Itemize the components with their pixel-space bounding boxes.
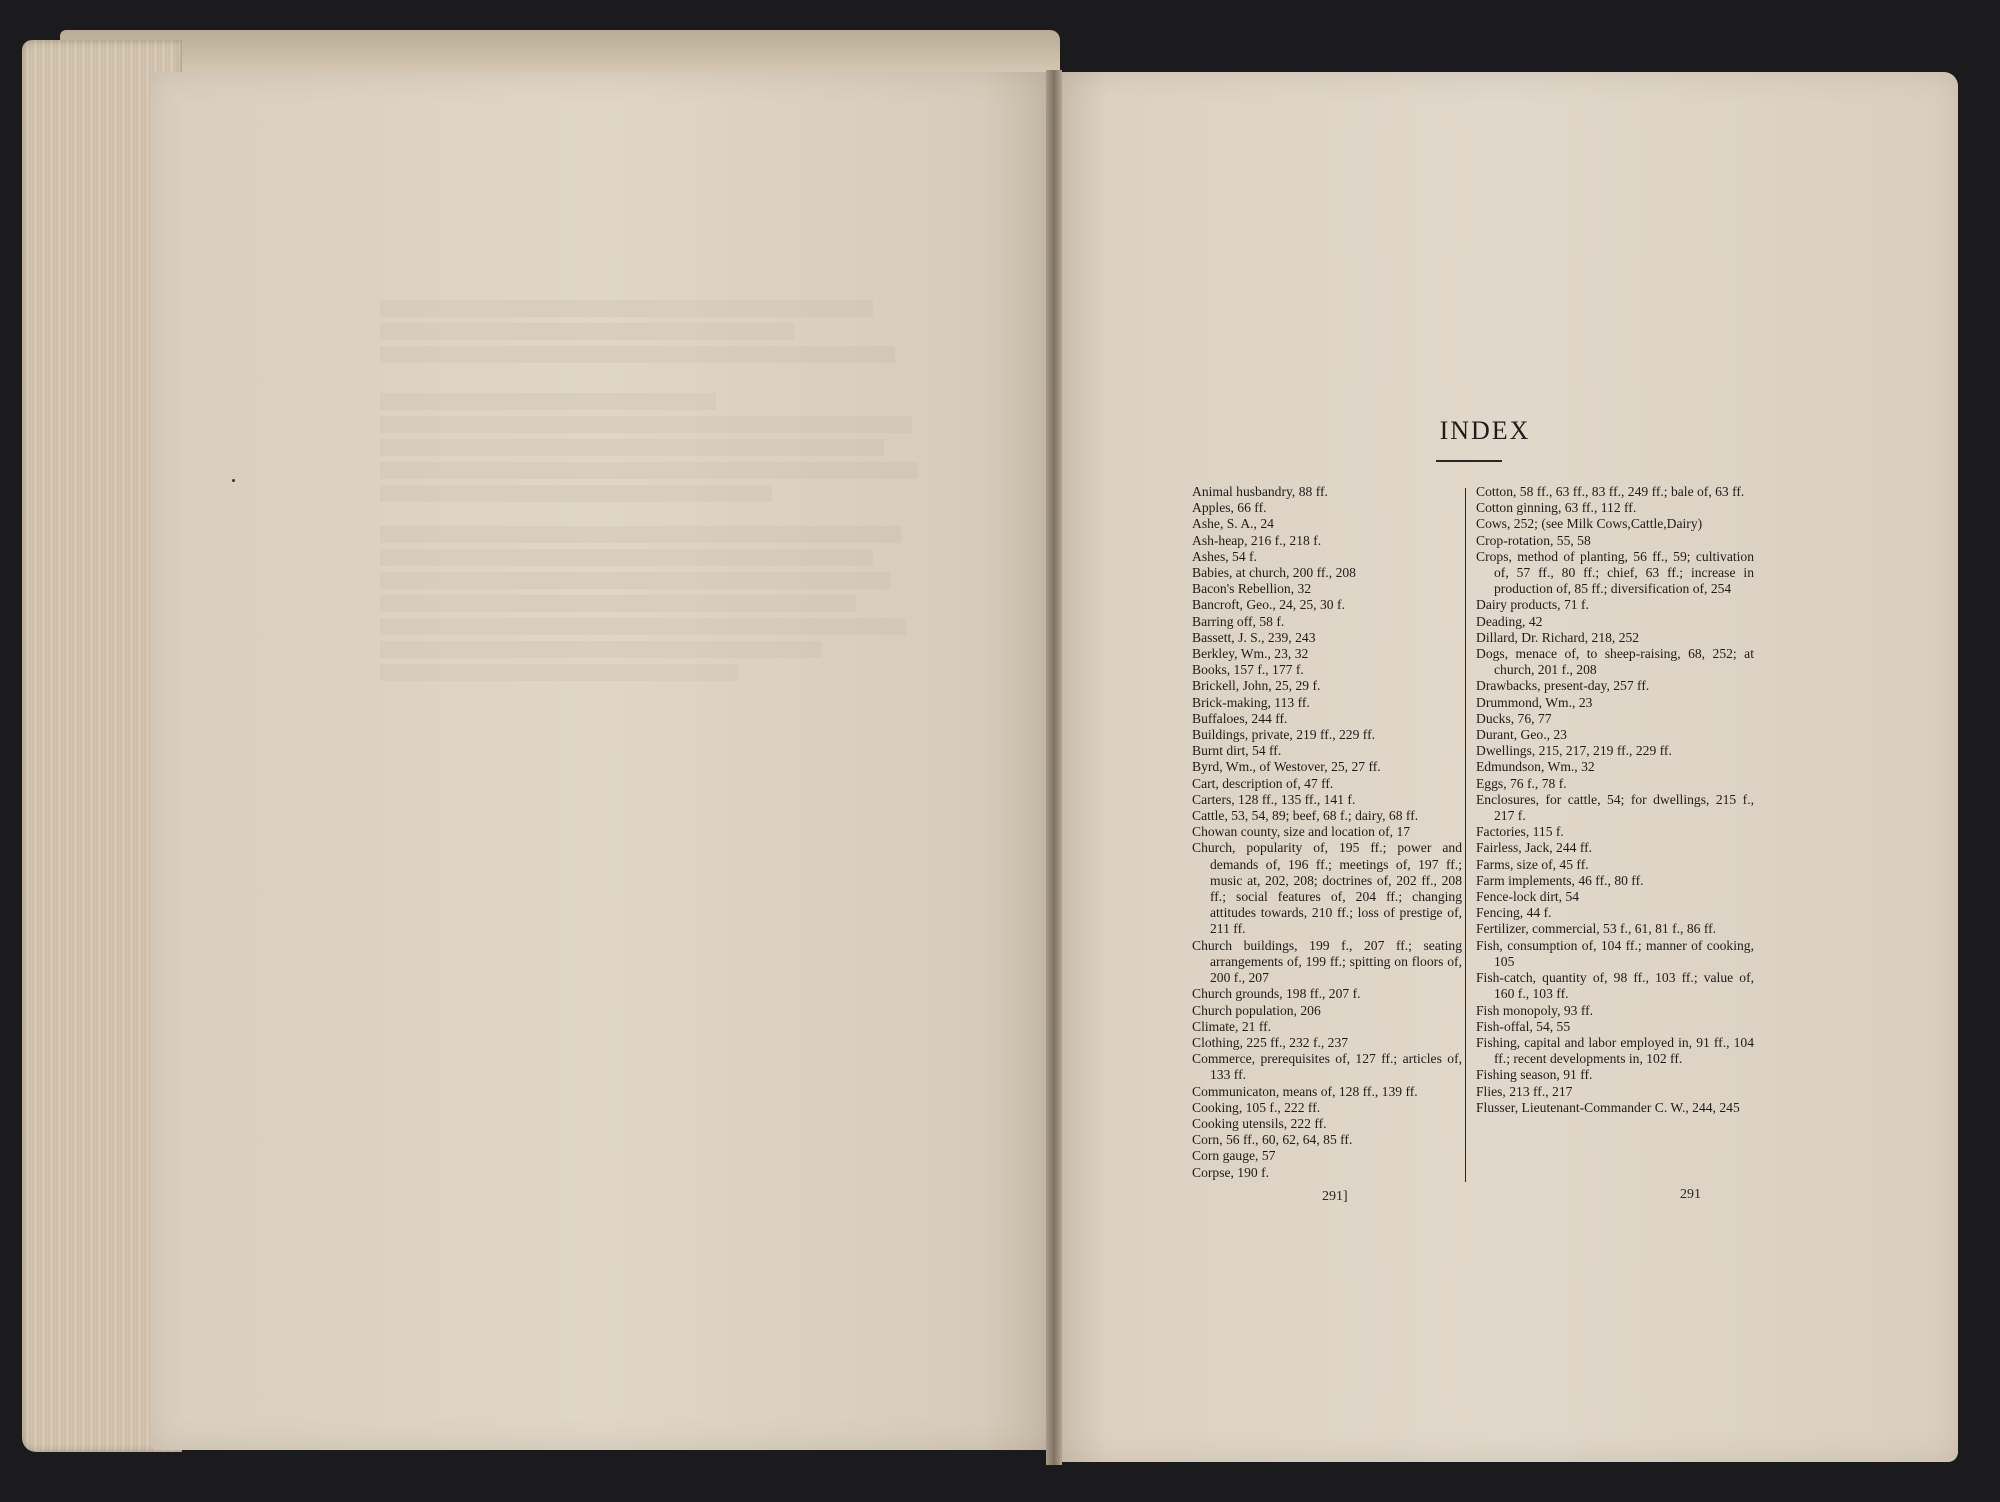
index-entry: Dwellings, 215, 217, 219 ff., 229 ff. xyxy=(1476,743,1672,759)
index-entry: Apples, 66 ff. xyxy=(1192,500,1267,516)
index-entry: Buildings, private, 219 ff., 229 ff. xyxy=(1192,727,1375,743)
index-entry: Fencing, 44 f. xyxy=(1476,905,1552,921)
index-entry: Ducks, 76, 77 xyxy=(1476,710,1552,726)
index-entry: Enclosures, for cattle, 54; for dwellings, 215 f., 217 f. xyxy=(1476,791,1754,824)
index-entry: Fishing, capital and labor employed in, 91 ff., 104 ff.; recent developments in, 102 ff. xyxy=(1476,1034,1754,1067)
index-entry: Edmundson, Wm., 32 xyxy=(1476,759,1595,775)
index-entry: Cooking, 105 f., 222 ff. xyxy=(1192,1099,1321,1115)
index-entry: Dillard, Dr. Richard, 218, 252 xyxy=(1476,629,1640,645)
index-entry: Church population, 206 xyxy=(1192,1002,1321,1018)
index-column-right xyxy=(1476,484,1754,1116)
index-entry: Bassett, J. S., 239, 243 xyxy=(1192,629,1316,645)
index-entry: Eggs, 76 f., 78 f. xyxy=(1476,775,1567,791)
index-entry: Books, 157 f., 177 f. xyxy=(1192,662,1304,678)
index-entry: Carters, 128 ff., 135 ff., 141 f. xyxy=(1192,791,1356,807)
index-entry: Ash-heap, 216 f., 218 f. xyxy=(1192,532,1322,548)
bleed-through-text xyxy=(380,300,940,687)
column-divider xyxy=(1465,488,1466,1182)
page-number-left: 291] xyxy=(1322,1189,1348,1204)
index-entry: Flusser, Lieutenant-Commander C. W., 244, 245 xyxy=(1476,1099,1740,1115)
index-entry: Clothing, 225 ff., 232 f., 237 xyxy=(1192,1034,1349,1050)
index-entry: Barring off, 58 f. xyxy=(1192,613,1285,629)
left-page xyxy=(150,72,1054,1450)
page-stack-top-edge xyxy=(60,30,1060,76)
index-entry: Bancroft, Geo., 24, 25, 30 f. xyxy=(1192,597,1345,613)
index-entry: Church grounds, 198 ff., 207 f. xyxy=(1192,986,1361,1002)
index-entry: Cotton ginning, 63 ff., 112 ff. xyxy=(1476,500,1637,516)
index-entry: Cooking utensils, 222 ff. xyxy=(1192,1115,1327,1131)
index-entry: Dairy products, 71 f. xyxy=(1476,597,1589,613)
index-entry: Communicaton, means of, 128 ff., 139 ff. xyxy=(1192,1083,1418,1099)
index-entry: Flies, 213 ff., 217 xyxy=(1476,1083,1573,1099)
index-entry: Ashe, S. A., 24 xyxy=(1192,516,1274,532)
index-entry: Babies, at church, 200 ff., 208 xyxy=(1192,565,1356,581)
index-entry: Farm implements, 46 ff., 80 ff. xyxy=(1476,872,1644,888)
index-entry: Cart, description of, 47 ff. xyxy=(1192,775,1334,791)
index-entry: Animal husbandry, 88 ff. xyxy=(1192,484,1328,499)
index-entry: Chowan county, size and location of, 17 xyxy=(1192,824,1411,840)
index-entry: Corn gauge, 57 xyxy=(1192,1148,1276,1164)
index-entry: Bacon's Rebellion, 32 xyxy=(1192,581,1312,597)
index-entry: Church buildings, 199 f., 207 ff.; seating arrangements of, 199 ff.; spitting on floors of, 200 f., 207 xyxy=(1192,937,1462,986)
index-entry: Fish-offal, 54, 55 xyxy=(1476,1018,1571,1034)
index-entry: Fish-catch, quantity of, 98 ff., 103 ff.; value of, 160 f., 103 ff. xyxy=(1476,970,1754,1002)
index-entry: Farms, size of, 45 ff. xyxy=(1476,856,1589,872)
index-entry: Byrd, Wm., of Westover, 25, 27 ff. xyxy=(1192,759,1381,775)
index-entry: Fairless, Jack, 244 ff. xyxy=(1476,840,1593,856)
index-entry: Cows, 252; (see Milk Cows,Cattle,Dairy) xyxy=(1476,516,1703,532)
ink-speck xyxy=(232,479,235,482)
index-entry: Cotton, 58 ff., 63 ff., 83 ff., 249 ff.; bale of, 63 ff. xyxy=(1476,484,1745,499)
index-entry: Drummond, Wm., 23 xyxy=(1476,694,1593,710)
index-entry: Fence-lock dirt, 54 xyxy=(1476,889,1580,905)
index-entry: Dogs, menace of, to sheep-raising, 68, 252; at church, 201 f., 208 xyxy=(1476,646,1754,678)
index-entry: Ashes, 54 f. xyxy=(1192,548,1257,564)
index-entry: Church, popularity of, 195 ff.; power and demands of, 196 ff.; meetings of, 197 ff.; music at, 202, 208; doctrines of, 202 ff., 208 ff.; social features of, 204 ff.; changing attitudes towards, 210 ff.; loss of prestige of, 211 ff. xyxy=(1192,840,1462,937)
index-entry: Durant, Geo., 23 xyxy=(1476,727,1567,743)
index-entry: Crops, method of planting, 56 ff., 59; cultivation of, 57 ff., 80 ff.; chief, 63 ff.; increase in production of, 85 ff.; diversification of, 254 xyxy=(1476,548,1754,597)
index-entry: Climate, 21 ff. xyxy=(1192,1018,1272,1034)
index-entry: Cattle, 53, 54, 89; beef, 68 f.; dairy, 68 ff. xyxy=(1192,808,1419,824)
index-entry: Fishing season, 91 ff. xyxy=(1476,1067,1593,1083)
index-entry: Brick-making, 113 ff. xyxy=(1192,694,1310,710)
page-title: INDEX xyxy=(1439,416,1531,445)
index-entry: Fertilizer, commercial, 53 f., 61, 81 f., 86 ff. xyxy=(1476,921,1717,937)
index-entry: Buffaloes, 244 ff. xyxy=(1192,710,1288,726)
book-gutter xyxy=(1046,70,1062,1465)
index-entry: Berkley, Wm., 23, 32 xyxy=(1192,646,1309,662)
index-entry: Fish monopoly, 93 ff. xyxy=(1476,1002,1594,1018)
index-column-left xyxy=(1192,484,1462,1181)
title-rule xyxy=(1436,460,1502,462)
index-entry: Fish, consumption of, 104 ff.; manner of cooking, 105 xyxy=(1476,937,1754,969)
index-entry: Corn, 56 ff., 60, 62, 64, 85 ff. xyxy=(1192,1132,1353,1148)
page-number-right: 291 xyxy=(1680,1187,1701,1202)
index-entry: Deading, 42 xyxy=(1476,613,1543,629)
index-entry: Drawbacks, present-day, 257 ff. xyxy=(1476,678,1650,694)
index-entry: Factories, 115 f. xyxy=(1476,824,1564,840)
index-entry: Commerce, prerequisites of, 127 ff.; articles of, 133 ff. xyxy=(1192,1051,1462,1083)
index-entry: Corpse, 190 f. xyxy=(1192,1164,1270,1180)
index-entry: Brickell, John, 25, 29 f. xyxy=(1192,678,1321,694)
index-entry: Burnt dirt, 54 ff. xyxy=(1192,743,1282,759)
index-entry: Crop-rotation, 55, 58 xyxy=(1476,532,1591,548)
